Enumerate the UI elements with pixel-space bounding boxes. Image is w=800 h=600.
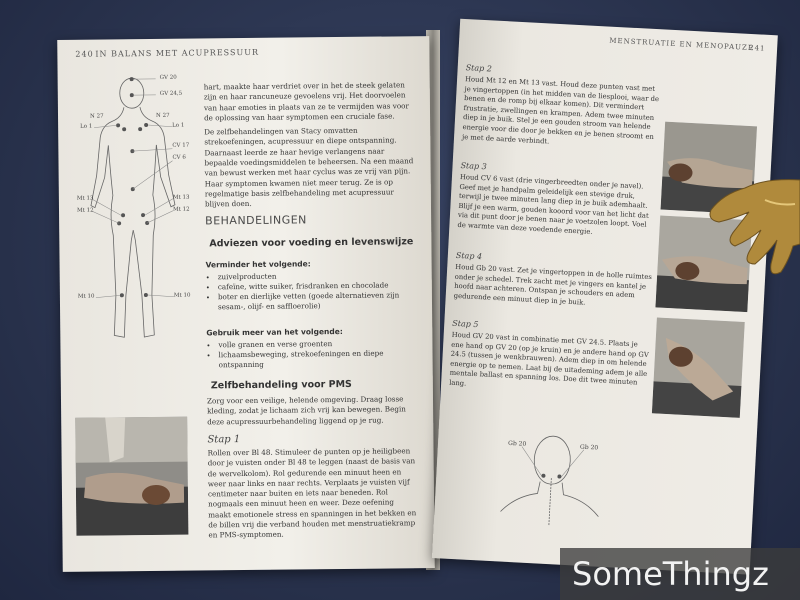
point-label: GV 24,5 xyxy=(159,90,183,97)
point-label: Mt 12 xyxy=(172,206,190,213)
step1-photo xyxy=(75,417,188,536)
brass-hand-ornament xyxy=(705,160,800,310)
acupressure-body-figure xyxy=(71,64,204,365)
list-item: • zuivelproducten xyxy=(218,270,426,282)
right-page-number: 241 xyxy=(748,43,766,53)
point-label: CV 17 xyxy=(172,142,190,149)
step3-title: Stap 3 xyxy=(460,160,488,172)
step4-title: Stap 4 xyxy=(455,250,483,262)
more-title: Gebruik meer van het volgende: xyxy=(206,326,343,338)
pms-text: Zorg voor een veilige, helende omgeving. Draag losse kleding, zodat je lichaam zich vrij kan bewegen. Begin deze acupressuurbehandeling liggend op je rug. xyxy=(206,394,406,427)
point-label: Lo 1 xyxy=(80,123,93,130)
left-page-number: 240 xyxy=(75,49,94,59)
step4-text: Houd Gb 20 vast. Zet je vingertoppen in de holle ruimtes onder je schedel. Trek zacht met je vingers en kantel je hoofd naar achteren. Ontspan je schouders en adem gedurende een minuut diep in je buik. xyxy=(453,262,653,307)
section-heading: BEHANDELINGEN xyxy=(205,213,307,228)
point-label: Mt 12 xyxy=(76,207,94,214)
step5-title: Stap 5 xyxy=(452,318,479,330)
point-label: Mt 10 xyxy=(173,292,191,299)
reduce-title: Verminder het volgende: xyxy=(205,259,311,270)
step1-title: Stap 1 xyxy=(207,434,241,446)
point-label: Mt 13 xyxy=(172,194,190,201)
subheading: Adviezen voor voeding en levenswijze xyxy=(209,236,414,250)
point-label: Mt 13 xyxy=(76,195,94,202)
point-label: N 27 xyxy=(155,112,170,119)
watermark: SomeThingz xyxy=(560,548,800,600)
step5-text: Houd GV 20 vast in combinatie met GV 24.5. Plaats je ene hand op GV 20 (op je kruin) en je andere hand op GV 24.5 (tussen je wenkbrauwen). Adem diep in om helende energie op te nemen. Laat bij de uitademing adem je alle mentale ballast en spanning los. Doe dit twee minuten lang. xyxy=(448,330,649,388)
point-label: Mt 10 xyxy=(77,293,95,300)
step1-text: Rollen over Bl 48. Stimuleer de punten op je heiligbeen door je vuisten onder Bl 48 te leggen (naast de basis van de wervelkolom). Rol gedurende een minuut heen en weer naar links en naar rechts. Verplaats je vuisten vijf centimeter naar buiten en iets naar beneden. Rol nogmaals een minuut heen en weer. Deze oefening maakt emotionele stress en spanningen in het bekken en de billen vrij die verband houden met menstruatiekramp en PMS-symptomen. xyxy=(207,446,417,540)
gb-label: Gb 20 xyxy=(507,439,527,448)
intro-paragraph: hart, maakte haar verdriet over in het de steek gelaten zijn en haar rancuneuze gevoelens vrij. Het doorvoelen van haar emoties in plaats van ze te vermijden was voor de oplossing van haar symptomen een cruciale fase. xyxy=(203,80,409,123)
step4-photo xyxy=(652,317,745,417)
list-item: • boter en dierlijke vetten (goede alternatieven zijn sesam-, olijf- en saffloerolie) xyxy=(218,290,426,312)
list-item: • lichaamsbeweging, strekoefeningen en diepe ontspanning xyxy=(218,348,426,370)
left-running-head: IN BALANS MET ACUPRESSUUR xyxy=(95,47,260,59)
gb-label: Gb 20 xyxy=(579,443,599,452)
point-label: Lo 1 xyxy=(172,122,185,129)
pms-heading: Zelfbehandeling voor PMS xyxy=(210,378,352,392)
intro-text xyxy=(204,80,415,214)
reduce-list xyxy=(206,270,426,312)
step2-title: Stap 2 xyxy=(465,63,493,74)
step2-text: Houd Mt 12 en Mt 13 vast. Houd deze punten vast met je vingertoppen (in het midden van de liesplooi, waar de benen en de romp bij elkaar komen). Dit vermindert frustratie, zwellingen en krampen. Adem twee minuten diep in je buik. Stel je een gouden stroom van helende energie voor die door je bekken en je benen stroomt en je met de aarde verbindt. xyxy=(461,75,660,146)
point-label: GV 20 xyxy=(159,74,177,81)
more-list xyxy=(206,338,426,370)
list-item: • volle granen en verse groenten xyxy=(218,338,426,350)
right-running-head: MENSTRUATIE EN MENOPAUZE xyxy=(609,36,755,53)
intro-paragraph: De zelfbehandelingen van Stacy omvatten strekoefeningen, acupressuur en diepe ontspanning. Daarnaast leerde ze haar hevige verlangens naar bepaalde voedingsmiddelen te beheersen. Na een maand van bewust werken met haar cyclus was ze vrij van pijn. Haar symptomen kwamen niet meer terug. Ze is op regelmatige basis zelfbehandeling met acupressuur blijven doen. xyxy=(204,126,414,209)
point-label: N 27 xyxy=(89,113,104,120)
step3-text: Houd CV 6 vast (drie vingerbreedten onder je navel). Geef met je handpalm geleidelijk een stevige druk, terwijl je twee minuten lang diep in je buik ademhaalt. Blijf je een warm, gouden kooord voor van het licht dat via dit punt door je benen naar je voetzolen loopt. Voel de warmte van deze voedende energie. xyxy=(457,172,649,236)
point-label: CV 6 xyxy=(172,154,186,161)
list-item: • cafeïne, witte suiker, frisdranken en chocolade xyxy=(218,280,426,292)
left-page xyxy=(57,36,435,572)
